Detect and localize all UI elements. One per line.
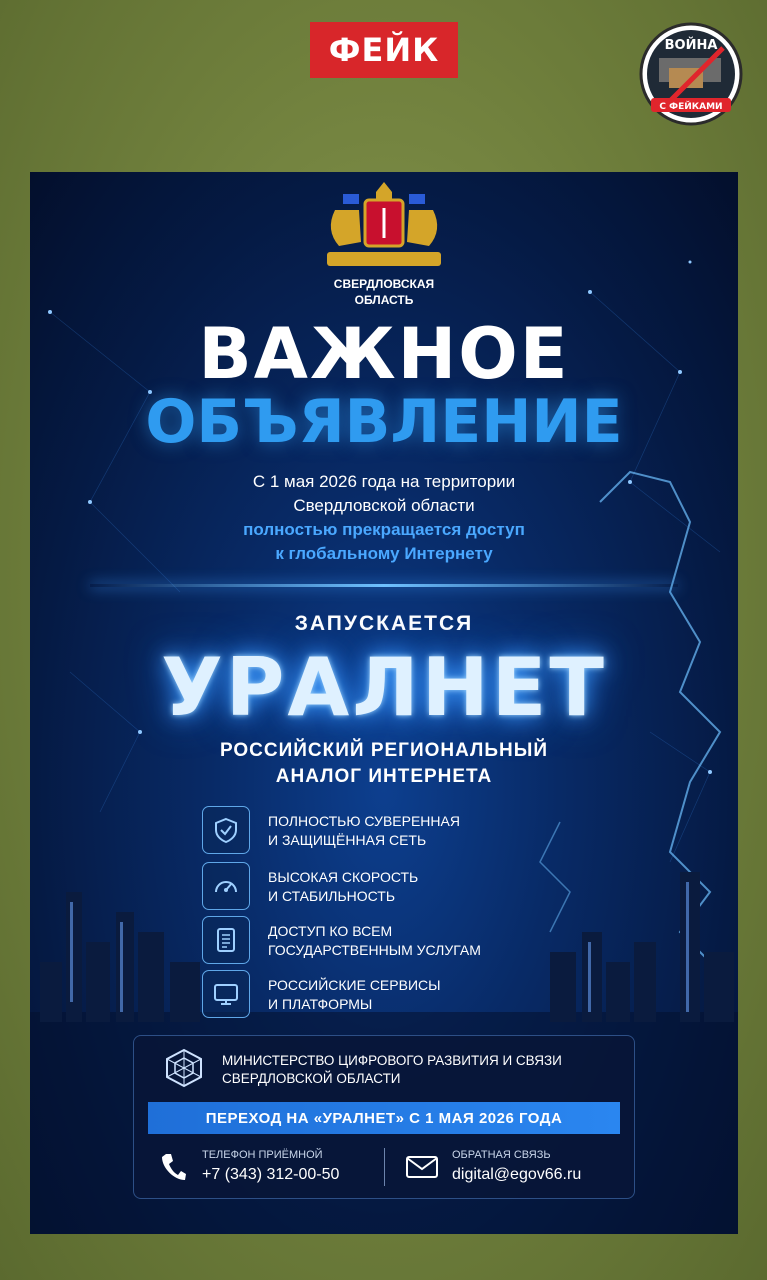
contact-divider: [384, 1148, 385, 1186]
war-logo-top-text: ВОЙНА: [664, 38, 718, 53]
intro-line-1: С 1 мая 2026 года на территории: [252, 472, 516, 491]
document-icon: [202, 916, 250, 964]
network-cube-icon: [164, 1048, 204, 1088]
launch-label: ЗАПУСКАЕТСЯ: [294, 612, 474, 635]
ministry-name: МИНИСТЕРСТВО ЦИФРОВОГО РАЗВИТИЯ И СВЯЗИ СВЕРДЛОВСКОЙ ОБЛАСТИ: [222, 1053, 562, 1086]
mail-icon: [406, 1156, 438, 1178]
poster: [30, 172, 738, 1234]
intro-text: [30, 470, 738, 566]
region-label-text: СВЕРДЛОВСКАЯ ОБЛАСТЬ: [333, 277, 435, 307]
subtitle-line-2: АНАЛОГ ИНТЕРНЕТА: [275, 766, 493, 787]
feedback-label: ОБРАТНАЯ СВЯЗЬ: [452, 1149, 551, 1161]
shield-check-icon: [202, 806, 250, 854]
feature-text: ДОСТУП КО ВСЕМ ГОСУДАРСТВЕННЫМ УСЛУГАМ: [268, 923, 481, 958]
war-logo-bottom-text: С ФЕЙКАМИ: [659, 102, 723, 112]
feature-item: [202, 862, 602, 912]
feedback-email[interactable]: digital@egov66.ru: [452, 1166, 582, 1183]
war-with-fakes-logo: [633, 22, 749, 126]
coat-of-arms-emblem: [321, 180, 447, 276]
speedometer-icon: [202, 862, 250, 910]
monitor-icon: [202, 970, 250, 1018]
glow-divider: [90, 584, 678, 587]
brand-subtitle: [30, 738, 738, 790]
feature-item: [202, 916, 602, 966]
contact-card: [133, 1035, 635, 1199]
subtitle-line-1: РОССИЙСКИЙ РЕГИОНАЛЬНЫЙ: [219, 740, 549, 761]
feature-text: ВЫСОКАЯ СКОРОСТЬ И СТАБИЛЬНОСТЬ: [268, 869, 419, 904]
feature-item: [202, 806, 602, 856]
fake-badge: ФЕЙК: [310, 22, 458, 78]
feature-text: ПОЛНОСТЬЮ СУВЕРЕННАЯ И ЗАЩИЩЁННАЯ СЕТЬ: [268, 813, 460, 848]
intro-highlight-1: полностью прекращается доступ: [243, 520, 525, 539]
intro-line-2: Свердловской области: [293, 496, 475, 515]
intro-highlight-2: к глобальному Интернету: [275, 544, 493, 563]
transition-banner: ПЕРЕХОД НА «УРАЛНЕТ» С 1 МАЯ 2026 ГОДА: [148, 1102, 620, 1134]
phone-number[interactable]: +7 (343) 312-00-50: [202, 1166, 340, 1183]
phone-icon: [160, 1152, 186, 1182]
headline-important: ВАЖНОЕ: [198, 313, 570, 395]
feature-text: РОССИЙСКИЕ СЕРВИСЫ И ПЛАТФОРМЫ: [268, 977, 441, 1012]
region-label: [284, 276, 484, 308]
headline-announcement: ОБЪЯВЛЕНИЕ: [145, 387, 623, 457]
brand-title: УРАЛНЕТ: [161, 641, 607, 734]
feature-item: [202, 970, 602, 1020]
phone-label: ТЕЛЕФОН ПРИЁМНОЙ: [202, 1149, 323, 1161]
